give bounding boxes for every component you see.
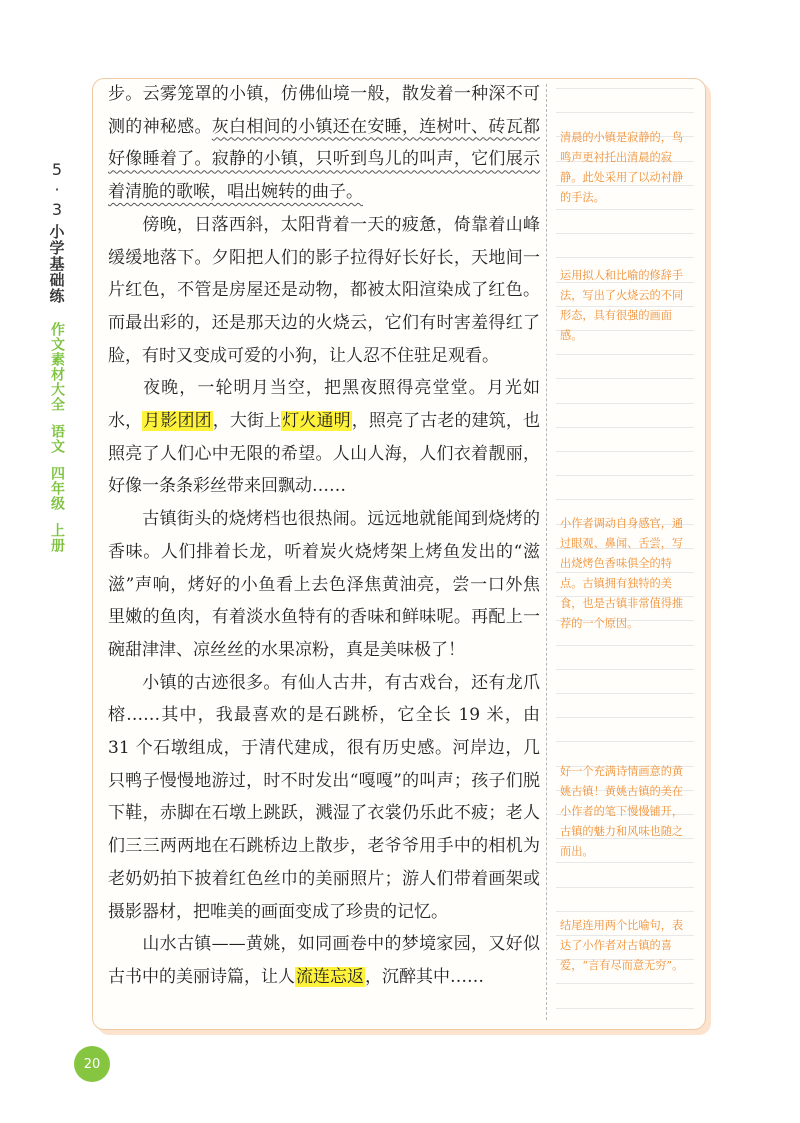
paragraph-text: 步。云雾笼罩的小镇，仿佛仙境一般，散发着一种深不可测的神秘感。 xyxy=(108,84,540,137)
brand-number: 5·3 xyxy=(47,160,67,220)
paragraph-text: 古镇街头的烧烤档也很热闹。远远地就能闻到烧烤的香味。人们排着长龙，听着炭火烧烤架上烤鱼发出的“滋滋”声响，烤好的小鱼看上去色泽焦黄油亮，尝一口外焦里嫩的鱼肉，有着淡水鱼特有的香味和鲜味呢。再配上一碗甜津津、凉丝丝的水果凉粉，真是美味极了！ xyxy=(108,509,540,660)
annotation-note-3: 小作者调动自身感官，通过眼观、鼻闻、舌尝，写出烧烤色香味俱全的特点。古镇拥有独特的美食，也是古镇非常值得推荐的一个原因。 xyxy=(560,517,684,630)
annotation-column xyxy=(556,80,696,1020)
paragraph-text: ，沉醉其中…… xyxy=(365,966,484,987)
essay-paragraph-1 xyxy=(108,78,540,209)
annotation-note-4: 好一个充满诗情画意的黄姚古镇！黄姚古镇的美在小作者的笔下慢慢铺开，古镇的魅力和风味也随之而出。 xyxy=(560,765,684,858)
volume-label: 上册 xyxy=(49,523,65,553)
note-ruled-line xyxy=(556,862,694,863)
note-ruled-line xyxy=(556,499,694,500)
page-number: 20 xyxy=(74,1046,110,1082)
paragraph-text: ，大街上 xyxy=(212,411,282,432)
paragraph-text: 夜晚，一轮明月当空，把黑夜照得亮堂堂。月光如水， xyxy=(108,378,540,432)
note-ruled-line xyxy=(556,983,694,984)
paragraph-text: 山水古镇——黄姚，如同画卷中的梦境家园，又好似古书中的美丽诗篇，让人 xyxy=(108,934,540,987)
note-ruled-line xyxy=(556,669,694,670)
note-ruled-line xyxy=(556,112,694,113)
note-ruled-line xyxy=(556,693,694,694)
annotation-note-2: 运用拟人和比喻的修辞手法，写出了火烧云的不同形态，具有很强的画面感。 xyxy=(560,269,684,342)
note-ruled-line xyxy=(556,233,694,234)
note-ruled-line xyxy=(556,257,694,258)
brand-name: 小学基础练 xyxy=(47,224,66,304)
note-ruled-line xyxy=(556,475,694,476)
essay-paragraph-4 xyxy=(108,503,540,667)
note-ruled-line xyxy=(556,451,694,452)
subject-label: 语文 xyxy=(49,424,65,454)
paragraph-text: 小镇的古迹很多。有仙人古井，有古戏台，还有龙爪榕……其中，我最喜欢的是石跳桥，它全长 19 米，由 31 个石墩组成，于清代建成，很有历史感。河岸边，几只鸭子慢慢地游过，时不时发出“嘎嘎”的叫声；孩子们脱下鞋，赤脚在石墩上跳跃，溅湿了衣裳仍乐此不疲；老人们三三两两地在石跳桥边上散步，老爷爷用手中的相机为老奶奶拍下披着红色丝巾的美丽照片；游人们带着画架或摄影器材，把唯美的画面变成了珍贵的记忆。 xyxy=(108,672,540,922)
series-sidebar xyxy=(46,160,68,553)
series-title: 作文素材大全 xyxy=(49,322,65,412)
note-ruled-line xyxy=(556,427,694,428)
essay-body xyxy=(108,78,540,994)
note-ruled-line xyxy=(556,209,694,210)
note-ruled-line xyxy=(556,354,694,355)
grade-label: 四年级 xyxy=(49,466,65,511)
note-ruled-line xyxy=(556,403,694,404)
annotation-note-5: 结尾连用两个比喻句，表达了小作者对古镇的喜爱，“言有尽而意无穷”。 xyxy=(560,919,684,972)
annotation-note-1: 清晨的小镇是寂静的，鸟鸣声更衬托出清晨的寂静。此处采用了以动衬静的手法。 xyxy=(560,131,684,204)
essay-paragraph-5 xyxy=(108,667,540,929)
note-ruled-line xyxy=(556,887,694,888)
highlighted-phrase: 流连忘返 xyxy=(296,966,364,987)
paragraph-text: ，照亮了古老的建筑，也照亮了人们心中无限的希望。人山人海，人们衣着靓丽，好像一条条彩丝带来回飘动…… xyxy=(108,411,540,497)
wavy-underlined-text: 灰白相间的小镇还在安睡，连树叶、砖瓦都好像睡着了。寂静的小镇，只听到鸟儿的叫声，它们展示着清脆的歌喉，唱出婉转的曲子。 xyxy=(108,116,540,203)
column-divider xyxy=(546,84,547,1020)
note-ruled-line xyxy=(556,717,694,718)
note-ruled-line xyxy=(556,741,694,742)
essay-paragraph-2 xyxy=(108,209,540,373)
note-ruled-line xyxy=(556,911,694,912)
note-ruled-line xyxy=(556,645,694,646)
highlighted-phrase: 月影团团 xyxy=(143,411,212,432)
essay-paragraph-6 xyxy=(108,928,540,993)
note-ruled-line xyxy=(556,378,694,379)
paragraph-text: 傍晚，日落西斜，太阳背着一天的疲惫，倚靠着山峰缓缓地落下。夕阳把人们的影子拉得好长好长，天地间一片红色，不管是房屋还是动物，都被太阳渲染成了红色。而最出彩的，还是那天边的火烧云，它们有时害羞得红了脸，有时又变成可爱的小狗，让人忍不住驻足观看。 xyxy=(108,214,540,366)
note-ruled-line xyxy=(556,88,694,89)
note-ruled-line xyxy=(556,1008,694,1009)
highlighted-phrase: 灯火通明 xyxy=(282,411,351,432)
essay-paragraph-3 xyxy=(108,372,540,503)
